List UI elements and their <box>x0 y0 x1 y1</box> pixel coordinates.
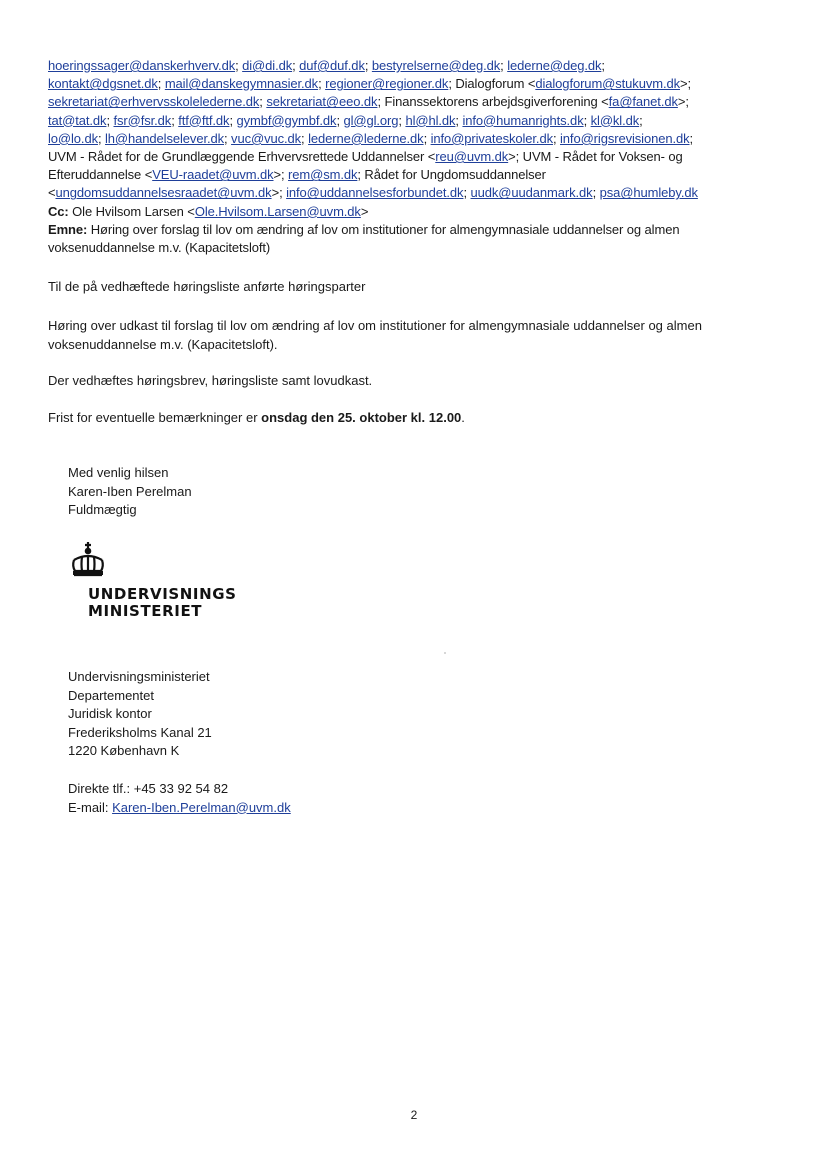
recipient-email-link[interactable]: kl@kl.dk <box>590 112 640 128</box>
crown-icon <box>68 540 108 582</box>
recipient-line <box>48 184 778 202</box>
recipient-separator: ; <box>171 112 179 128</box>
recipient-email-link[interactable]: lh@handelselever.dk <box>105 130 225 146</box>
recipient-separator: ; <box>157 76 165 92</box>
recipient-separator: ; <box>224 130 232 146</box>
recipient-separator: ; Dialogforum < <box>448 76 536 92</box>
address-org: Undervisningsministeriet <box>68 669 210 684</box>
recipient-separator: ; <box>301 130 309 146</box>
recipient-email-link[interactable]: vuc@vuc.dk <box>231 130 302 146</box>
hearing-paragraph <box>48 317 778 354</box>
recipient-email-link[interactable]: sekretariat@eeo.dk <box>266 94 378 110</box>
recipient-separator: ; <box>500 58 508 73</box>
recipient-separator: >; <box>677 94 689 110</box>
recipient-email-link[interactable]: lederne@lederne.dk <box>308 130 424 146</box>
cc-email-link[interactable]: Ole.Hvilsom.Larsen@uvm.dk <box>194 203 361 219</box>
subject-label: Emne: <box>48 221 88 237</box>
recipient-separator: ; Finanssektorens arbejdsgiverforening < <box>377 94 609 110</box>
hearing-paragraph-line1: Høring over udkast til forslag til lov om ændring af lov om institutioner for almengymnasiale uddannelser og almen <box>48 318 702 333</box>
recipient-line <box>48 166 778 184</box>
recipient-separator: ; <box>398 112 406 128</box>
ministry-wordmark <box>88 586 237 620</box>
subject-line-2: voksenuddannelse m.v. (Kapacitetsloft) <box>48 240 271 256</box>
deadline-suffix: . <box>461 410 465 425</box>
contact-email-line <box>68 799 468 818</box>
recipient-separator: < <box>48 185 56 201</box>
recipient-line <box>48 112 778 130</box>
recipient-separator: ; <box>106 112 114 128</box>
recipient-separator: ; <box>97 130 106 146</box>
address-dept: Departementet <box>68 687 154 703</box>
recipient-separator: >; <box>271 185 287 201</box>
recipient-email-link[interactable]: reu@uvm.dk <box>435 149 509 165</box>
ministry-wordmark-line1: UNDERVISNINGS <box>88 585 237 603</box>
recipient-email-link[interactable]: uudk@uudanmark.dk <box>470 185 593 201</box>
address-street: Frederiksholms Kanal 21 <box>68 724 212 740</box>
recipient-separator: >; <box>273 167 289 183</box>
recipient-separator: ; <box>292 58 300 73</box>
recipient-email-link[interactable]: hl@hl.dk <box>405 112 456 128</box>
recipient-email-link[interactable]: fa@fanet.dk <box>608 94 678 110</box>
recipient-separator: Efteruddannelse < <box>48 167 153 183</box>
closing: Med venlig hilsen <box>68 465 169 480</box>
recipient-email-link[interactable]: duf@duf.dk <box>299 58 365 73</box>
contact-email-link[interactable]: Karen-Iben.Perelman@uvm.dk <box>112 799 291 815</box>
recipient-email-link[interactable]: ftf@ftf.dk <box>178 112 230 128</box>
signature-block <box>68 464 468 520</box>
contact-phone: Direkte tlf.: +45 33 92 54 82 <box>68 781 229 796</box>
recipient-email-link[interactable]: info@uddannelsesforbundet.dk <box>286 185 464 201</box>
recipient-separator: ; <box>601 58 605 73</box>
contact-block <box>68 780 468 817</box>
recipients-block <box>48 57 778 257</box>
recipient-line <box>48 75 778 93</box>
subject-text: Høring over forslag til lov om ændring af lov om institutioner for almengymnasiale uddannelser og almen <box>87 221 680 237</box>
cc-name: Ole Hvilsom Larsen < <box>68 203 195 219</box>
recipient-email-link[interactable]: gymbf@gymbf.dk <box>236 112 337 128</box>
cc-label: Cc: <box>48 203 69 219</box>
recipient-separator: ; <box>336 112 344 128</box>
hearing-paragraph-line2: voksenuddannelse m.v. (Kapacitetsloft). <box>48 336 278 352</box>
recipient-line <box>48 148 778 166</box>
recipient-separator: ; <box>639 112 643 128</box>
recipient-list <box>48 57 778 203</box>
signer-name: Karen-Iben Perelman <box>68 483 192 499</box>
contact-email-label: E-mail: <box>68 799 113 815</box>
recipient-email-link[interactable]: info@privateskoler.dk <box>430 130 553 146</box>
recipient-email-link[interactable]: sekretariat@erhvervsskolelederne.dk <box>48 94 260 110</box>
recipient-email-link[interactable]: mail@danskegymnasier.dk <box>164 76 319 92</box>
recipient-email-link[interactable]: rem@sm.dk <box>288 167 358 183</box>
signer-title: Fuldmægtig <box>68 502 137 517</box>
address-city: 1220 København K <box>68 743 180 758</box>
recipient-email-link[interactable]: bestyrelserne@deg.dk <box>371 58 501 73</box>
recipient-separator: ; Rådet for Ungdomsuddannelser <box>357 167 546 183</box>
page-number: 2 <box>410 1108 418 1122</box>
recipient-separator: UVM - Rådet for de Grundlæggende Erhvervsrettede Uddannelser < <box>48 149 436 165</box>
recipient-separator: ; <box>455 112 463 128</box>
deadline-date: onsdag den 25. oktober kl. 12.00 <box>261 410 462 425</box>
deadline-paragraph <box>48 409 778 428</box>
recipient-separator: ; <box>583 112 591 128</box>
recipient-email-link[interactable]: psa@humleby.dk <box>599 185 698 201</box>
recipient-email-link[interactable]: tat@tat.dk <box>48 112 107 128</box>
recipient-email-link[interactable]: regioner@regioner.dk <box>325 76 449 92</box>
address-block <box>68 668 468 761</box>
recipient-separator: ; <box>592 185 600 201</box>
recipient-email-link[interactable]: kontakt@dgsnet.dk <box>48 76 158 92</box>
recipient-email-link[interactable]: info@humanrights.dk <box>462 112 584 128</box>
greeting: Til de på vedhæftede høringsliste anførte høringsparter <box>48 279 366 294</box>
address-office: Juridisk kontor <box>68 706 152 721</box>
cc-line <box>48 203 778 221</box>
scan-speck <box>444 652 446 654</box>
recipient-separator: ; <box>463 185 471 201</box>
recipient-email-link[interactable]: VEU-raadet@uvm.dk <box>152 167 274 183</box>
ministry-wordmark-line2: MINISTERIET <box>88 602 203 620</box>
recipient-separator: ; <box>259 94 267 110</box>
recipient-line <box>48 57 778 75</box>
recipient-line <box>48 130 778 148</box>
recipient-line <box>48 93 778 111</box>
recipient-separator: ; <box>364 58 372 73</box>
subject-line <box>48 221 778 239</box>
deadline-prefix: Frist for eventuelle bemærkninger er <box>48 410 262 425</box>
recipient-separator: >; UVM - Rådet for Voksen- og <box>508 149 683 165</box>
recipient-separator: ; <box>689 130 694 146</box>
recipient-email-link[interactable]: lederne@deg.dk <box>507 58 602 73</box>
recipient-separator: ; <box>423 130 431 146</box>
cc-close: > <box>360 203 369 219</box>
recipient-email-link[interactable]: di@di.dk <box>242 58 293 73</box>
recipient-email-link[interactable]: fsr@fsr.dk <box>113 112 172 128</box>
recipient-separator: ; <box>318 76 326 92</box>
recipient-email-link[interactable]: ungdomsuddannelsesraadet@uvm.dk <box>55 185 272 201</box>
recipient-email-link[interactable]: gl@gl.org <box>343 112 399 128</box>
recipient-separator: >; <box>680 76 692 92</box>
recipient-email-link[interactable]: dialogforum@stukuvm.dk <box>535 76 681 92</box>
attachments-paragraph: Der vedhæftes høringsbrev, høringsliste samt lovudkast. <box>48 373 373 388</box>
recipient-email-link[interactable]: info@rigsrevisionen.dk <box>560 130 690 146</box>
recipient-separator: ; <box>229 112 237 128</box>
recipient-email-link[interactable]: lo@lo.dk <box>48 130 98 146</box>
recipient-separator: ; <box>552 130 561 146</box>
recipient-email-link[interactable]: hoeringssager@danskerhverv.dk <box>48 58 236 73</box>
recipient-separator: ; <box>235 58 243 73</box>
